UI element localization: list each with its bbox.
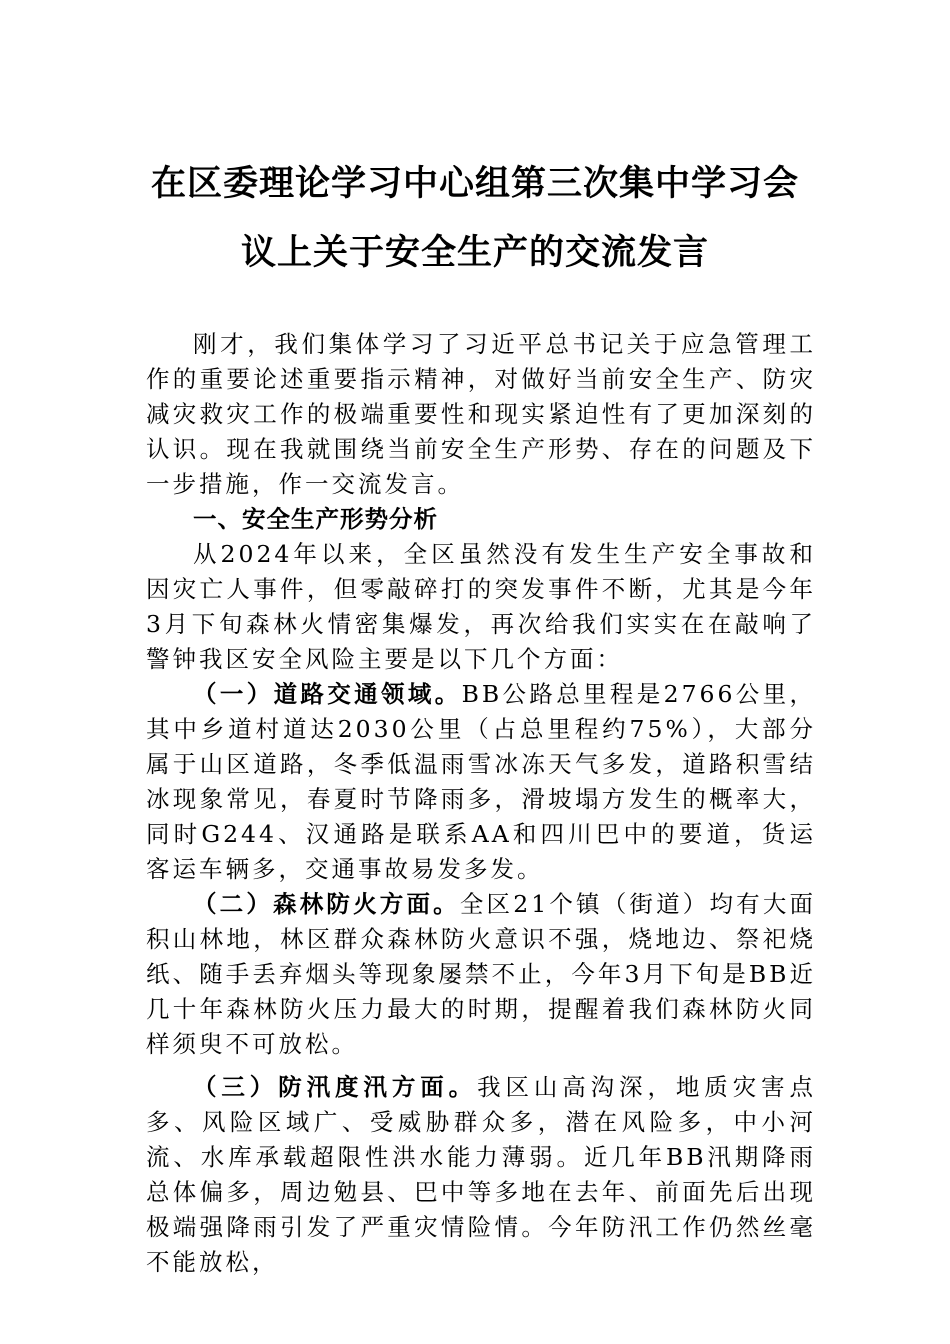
paragraph-intro: 刚才，我们集体学习了习近平总书记关于应急管理工作的重要论述重要指示精神，对做好当前安全生产、防灾减灾救灾工作的极端重要性和现实紧迫性有了更加深刻的认识。现在我就围绕当前安全生产形势、存在的问题及下一步措施，作一交流发言。 — [146, 330, 816, 498]
subheading-road-traffic: （一）道路交通领域。 — [193, 680, 462, 708]
document-title-line-1: 在区委理论学习中心组第三次集中学习会 — [150, 163, 799, 204]
paragraph-flood-control — [146, 1070, 816, 1280]
paragraph-forest-fire — [146, 887, 816, 1062]
paragraph-road-traffic — [146, 677, 816, 887]
document-title-line-2: 议上关于安全生产的交流发言 — [240, 232, 709, 273]
subheading-flood-control: （三）防汛度汛方面。 — [193, 1073, 478, 1101]
document-body — [146, 327, 816, 1280]
paragraph-road-traffic-text: BB公路总里程是2766公里，其中乡道村道达2030公里（占总里程约75%），大部分属于山区道路，冬季低温雨雪冰冻天气多发，道路积雪结冰现象常见，春夏时节降雨多，滑坡塌方发生的概率大，同时G244、汉通路是联系AA和四川巴中的要道，货运客运车辆多，交通事故易发多发。 — [146, 680, 816, 883]
subheading-forest-fire: （二）森林防火方面。 — [193, 890, 460, 918]
section-heading-1: 一、安全生产形势分析 — [193, 505, 438, 533]
paragraph-flood-control-text: 我区山高沟深，地质灾害点多、风险区域广、受威胁群众多，潜在风险多，中小河流、水库承载超限性洪水能力薄弱。近几年BB汛期降雨总体偏多，周边勉县、巴中等多地在去年、前面先后出现极端强降雨引发了严重灾情险情。今年防汛工作仍然丝毫不能放松， — [146, 1073, 817, 1276]
paragraph-situation: 从2024年以来，全区虽然没有发生生产安全事故和因灾亡人事件，但零敲碎打的突发事件不断，尤其是今年3月下旬森林火情密集爆发，再次给我们实实在在敲响了警钟我区安全风险主要是以下几个方面： — [146, 540, 816, 673]
paragraph-forest-fire-text: 全区21个镇（街道）均有大面积山林地，林区群众森林防火意识不强，烧地边、祭祀烧纸、随手丢弃烟头等现象屡禁不止，今年3月下旬是BB近几十年森林防火压力最大的时期，提醒着我们森林防火同样须臾不可放松。 — [146, 890, 817, 1058]
